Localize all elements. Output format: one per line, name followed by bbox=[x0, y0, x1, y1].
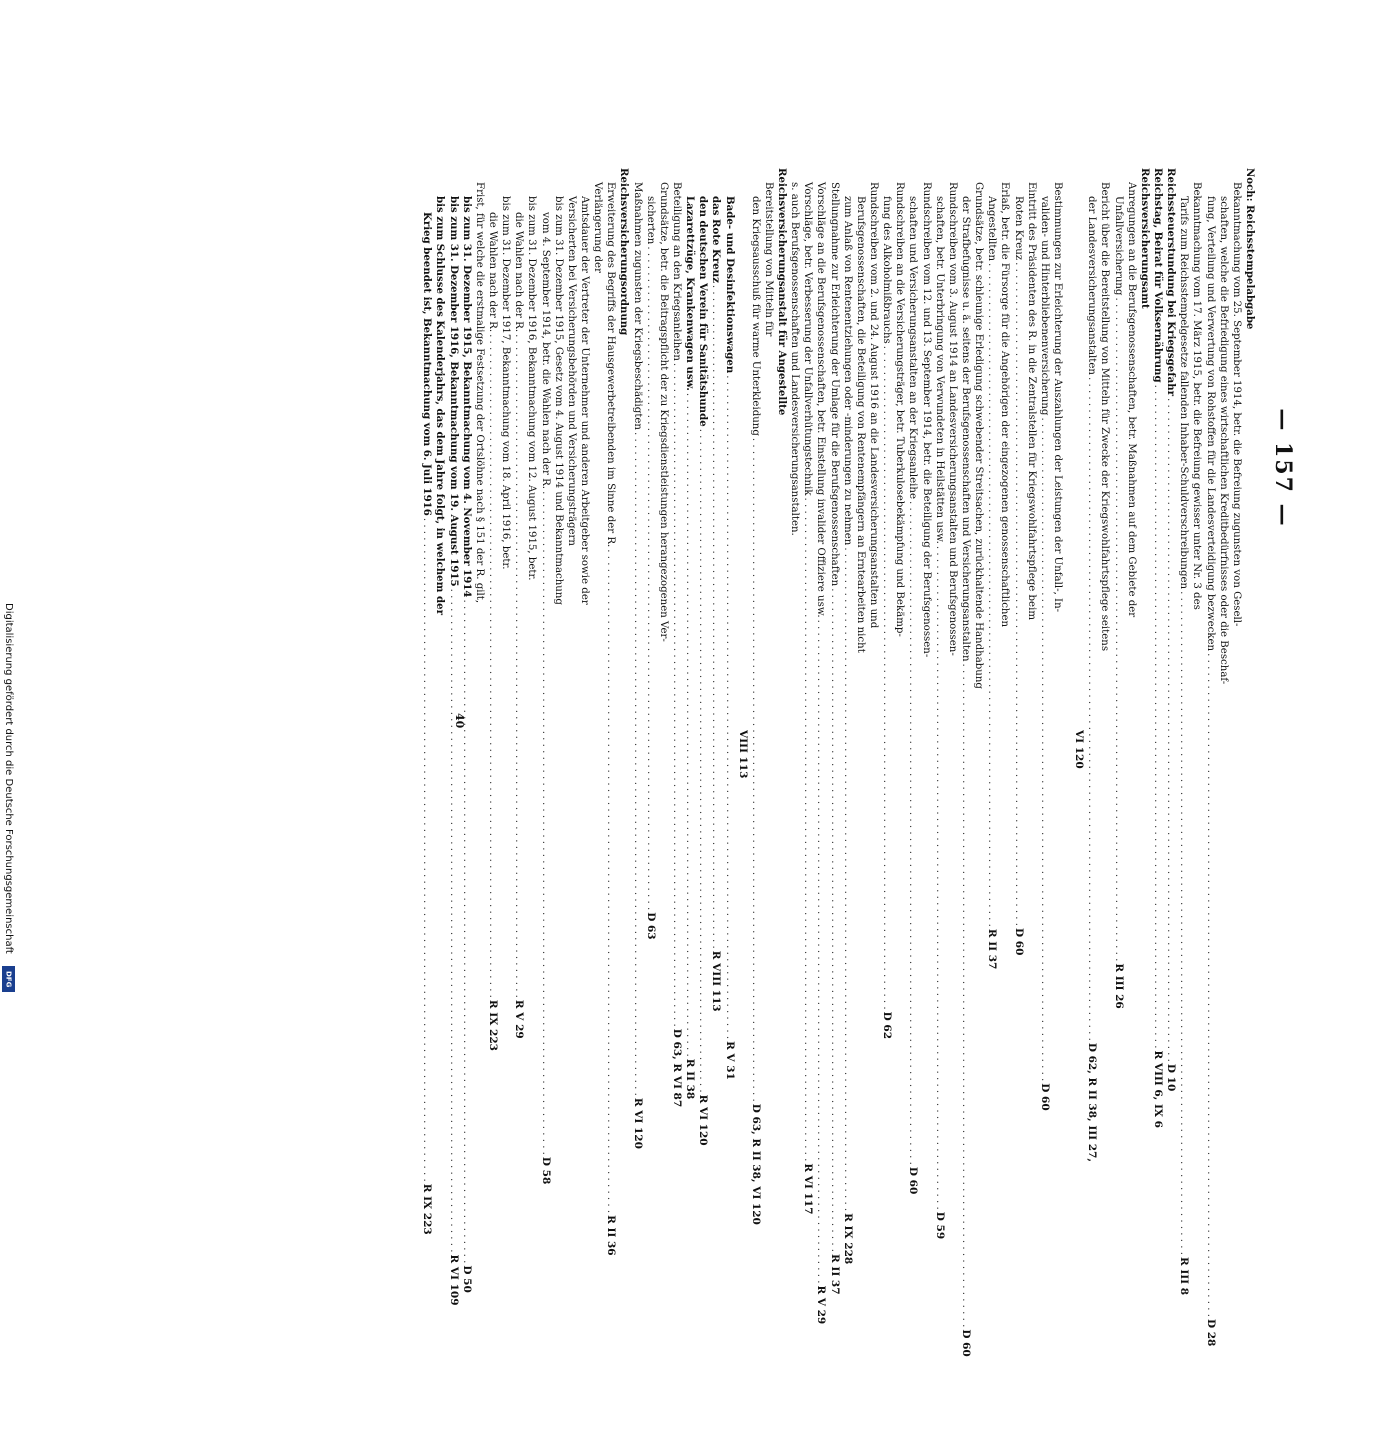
entry-reference: D 63, R II 38, VI 120 bbox=[749, 1103, 762, 1225]
entry-text: Erlaß, betr. die Fürsorge für die Angehörigen der eingezogenen genossenschaftlichen bbox=[999, 182, 1011, 628]
entry-text: Reichssteuerstundung bei Kriegsgefahr bbox=[1165, 168, 1178, 397]
entry-reference: R II 38 bbox=[684, 1058, 697, 1100]
dot-leader bbox=[906, 501, 919, 1165]
entry-text: Reichsversicherungsamt bbox=[1138, 168, 1151, 309]
dot-leader bbox=[1085, 377, 1098, 1041]
index-entry bbox=[998, 168, 1011, 848]
entry-text: Anregungen an die Berufsgenossenschaften, betr. Maßnahmen auf dem Gebiete der bbox=[1125, 182, 1137, 618]
index-entry bbox=[460, 168, 473, 1293]
index-entry bbox=[683, 168, 697, 1100]
entry-text: bis zum 31. Dezember 1917, Bekanntmachung vom 18. April 1916, betr. bbox=[500, 196, 512, 570]
entry-text: Reichsversicherungsordnung bbox=[618, 168, 631, 336]
index-entry bbox=[736, 168, 749, 848]
dot-leader bbox=[880, 346, 893, 1010]
index-entry bbox=[433, 168, 446, 848]
index-entries bbox=[420, 168, 1256, 1357]
dot-leader bbox=[814, 620, 827, 1284]
entry-text: Reichsversicherungsanstalt für Angestellte bbox=[776, 168, 789, 416]
dot-leader bbox=[460, 600, 473, 1264]
entry-text: Rundschreiben an die Versicherungsträger, betr. Tuberkulosebekämpfung und Bekämp- bbox=[894, 182, 906, 637]
entry-text: Stellungnahme zur Erleichterung der Umlage für die Berufsgenossenschaften bbox=[828, 182, 840, 587]
dot-leader bbox=[696, 429, 709, 1093]
entry-text: bis zum 31. Dezember 1916, Bekanntmachung vom 12. August 1915, betr. bbox=[526, 196, 538, 581]
index-entry bbox=[814, 168, 828, 1325]
entry-text: den Kriegsausschuß für warme Unterkleidung bbox=[749, 196, 761, 436]
dot-leader bbox=[1038, 417, 1051, 1081]
entry-text: zum Anlaß von Rentenentziehungen oder -minderungen zu nehmen bbox=[841, 196, 853, 546]
dot-leader bbox=[1203, 653, 1216, 1317]
dot-leader bbox=[1177, 591, 1190, 1255]
entry-reference: D 60 bbox=[1012, 928, 1025, 956]
entry-reference: VI 120 bbox=[1073, 730, 1086, 769]
entry-reference: R IX 223 bbox=[421, 1183, 434, 1235]
index-entry bbox=[762, 168, 775, 848]
index-entry bbox=[499, 168, 512, 848]
index-entry bbox=[696, 168, 710, 1146]
entry-text: Bekanntmachung vom 17. März 1915, betr. die Befreiung gewisser unter Nr. 3 des bbox=[1191, 182, 1203, 610]
entry-text: Bereitstellung von Mitteln für bbox=[762, 182, 774, 337]
dot-leader bbox=[604, 549, 617, 1213]
digitization-credit: Digitalisierung gefördert durch die Deutsche Forschungsgemeinschaft bbox=[3, 603, 14, 954]
page-number: — 157 — bbox=[1270, 408, 1296, 528]
index-entry bbox=[525, 168, 538, 848]
entry-reference: R VIII 113 bbox=[710, 950, 723, 1012]
entry-text: fung des Alkoholmißbrauchs bbox=[881, 196, 893, 344]
entry-text: Rundschreiben vom 3. August 1914 an Landesversicherungsanstalten und Berufsgenossen- bbox=[946, 182, 958, 656]
entry-reference: R II 37 bbox=[828, 1254, 841, 1295]
entry-text: Frist, für welche die erstmalige Festsetzung der Ortslöhne nach § 151 der R. gilt, bbox=[473, 182, 485, 604]
index-entry bbox=[552, 168, 565, 848]
entry-text: validen- und Hinterbliebenenversicherung bbox=[1038, 196, 1050, 416]
index-entry bbox=[670, 168, 683, 1108]
index-entry bbox=[985, 168, 999, 970]
entry-reference: R V 29 bbox=[815, 1285, 828, 1325]
entry-reference: D 62, R II 38, III 27, bbox=[1086, 1042, 1099, 1162]
dot-leader bbox=[1164, 398, 1177, 1062]
entry-text: Erweiterung des Begriffs der Hausgewerbetreibenden im Sinne der R. bbox=[605, 182, 617, 548]
entry-text: Angestellten bbox=[986, 196, 998, 262]
dot-leader bbox=[512, 334, 525, 998]
entry-reference: R VIII 6, IX 6 bbox=[1152, 1050, 1165, 1128]
dot-leader bbox=[841, 547, 854, 1211]
entry-text: Tarifs zum Reichsstempelgesetze fallenden Inhaber-Schuldverschreibungen bbox=[1178, 196, 1190, 590]
dot-leader bbox=[827, 588, 840, 1252]
entry-text: der Strafbefugnisse u. ä. seitens der Berufsgenossenschaften und Versicherungsanstalten bbox=[960, 196, 972, 662]
index-entry bbox=[486, 168, 499, 1051]
index-entry bbox=[933, 168, 946, 1240]
index-entry bbox=[1038, 168, 1051, 1111]
entry-text: Verlängerung der bbox=[592, 182, 604, 273]
dot-leader bbox=[670, 363, 683, 1027]
index-entry bbox=[972, 168, 985, 848]
index-entry bbox=[828, 168, 841, 1295]
index-entry bbox=[801, 168, 815, 1215]
entry-reference: R VI 120 bbox=[697, 1094, 710, 1146]
entry-text: schaften, betr. Unterbringung von Verwundeten in Heilstätten usw. bbox=[933, 196, 945, 544]
entry-reference: VIII 113 bbox=[736, 730, 749, 779]
entry-text: Grundsätze, betr. schleunige Erledigung schwebender Streitsachen, zurückhaltende Handhabung bbox=[973, 182, 985, 689]
dot-leader bbox=[985, 263, 998, 927]
index-entry bbox=[959, 168, 973, 1357]
entry-reference: R IX 223 bbox=[486, 999, 499, 1051]
index-entry bbox=[880, 168, 894, 1040]
dot-leader bbox=[709, 285, 722, 949]
entry-text: bis zum Schlusse des Kalenderjahrs, das dem Jahre folgt, in welchem der bbox=[434, 196, 447, 615]
index-entry bbox=[1111, 168, 1125, 1009]
index-entry bbox=[604, 168, 618, 1256]
index-entry bbox=[841, 168, 854, 1265]
entry-reference: R II 36 bbox=[605, 1215, 618, 1256]
entry-reference: R IX 228 bbox=[841, 1213, 854, 1265]
entry-text: die Wahlen nach der R. bbox=[513, 212, 525, 333]
index-entry bbox=[630, 168, 644, 1149]
index-entry bbox=[1190, 168, 1203, 848]
dot-leader bbox=[644, 246, 657, 910]
entry-text: Krieg beendet ist, Bekanntmachung vom 6. Juli 1916 bbox=[421, 212, 434, 516]
index-entry bbox=[1025, 168, 1038, 848]
entry-text: Eintritt des Präsidenten des R. in die Zentralstellen für Kriegswohlfahrtspflege beim bbox=[1025, 182, 1037, 620]
index-entry bbox=[1217, 168, 1230, 848]
index-entry bbox=[1051, 168, 1064, 848]
dot-leader bbox=[538, 491, 551, 1155]
entry-text: Roten Kreuz bbox=[1012, 196, 1024, 261]
index-entry bbox=[749, 168, 762, 1225]
entry-reference: R VI 120 bbox=[631, 1097, 644, 1149]
index-entry bbox=[657, 168, 670, 848]
index-entry bbox=[775, 168, 788, 848]
entry-text: Maßnahmen zugunsten der Kriegsbeschädigten bbox=[631, 182, 643, 430]
entry-text: Rundschreiben vom 2. und 24. August 1916 an die Landesversicherungsanstalten und bbox=[868, 182, 880, 629]
entry-text: bis zum 31. Dezember 1915, Gesetz vom 4. August 1914 und Bekanntmachung bbox=[552, 196, 564, 605]
entry-text: sicherten bbox=[644, 196, 656, 245]
index-entry bbox=[788, 168, 801, 848]
index-entry bbox=[1203, 168, 1217, 1347]
index-entry bbox=[1230, 168, 1243, 848]
entry-reference: R II 37 bbox=[986, 928, 999, 970]
dot-leader bbox=[446, 589, 459, 1253]
entry-reference: R VI 117 bbox=[802, 1163, 815, 1215]
entry-reference: D 63 bbox=[644, 912, 657, 940]
entry-text: Amtsdauer der Vertreter der Unternehmer und anderen Arbeitgeber sowie der bbox=[578, 196, 590, 605]
entry-text: Noch: Reichsstempelabgabe bbox=[1244, 168, 1256, 330]
index-entry bbox=[946, 168, 959, 848]
entry-text: Bekanntmachung vom 25. September 1914, betr. die Befreiung zugunsten von Gesell- bbox=[1230, 182, 1242, 627]
entry-text: bis zum 31. Dezember 1916, Bekanntmachung vom 19. August 1915 bbox=[447, 196, 460, 587]
index-entry bbox=[617, 168, 630, 848]
entry-text: Beteiligung an den Kriegsanleihen bbox=[670, 182, 682, 361]
entry-text: vom 4. September 1914, betr. die Wahlen nach der R. bbox=[539, 212, 551, 490]
entry-text: Lazarettzüge, Krankenwagen usw. bbox=[684, 196, 697, 391]
entry-reference: R V 31 bbox=[723, 1041, 736, 1080]
dot-leader bbox=[486, 334, 499, 998]
entry-text: s. auch Berufsgenossenschaften und Landesversicherungsanstalten. bbox=[789, 182, 801, 536]
index-entry bbox=[591, 168, 604, 848]
index-entry bbox=[906, 168, 920, 1195]
entry-text: fung, Verteilung und Verwertung von Rohstoffen für die Landesverteidigung bezwecken bbox=[1204, 196, 1216, 652]
entry-reference: D 59 bbox=[933, 1211, 946, 1240]
index-entry bbox=[1164, 168, 1178, 1092]
dot-leader bbox=[959, 664, 972, 1328]
index-entry bbox=[919, 168, 932, 848]
dot-leader bbox=[801, 498, 814, 1162]
entry-text: Rundschreiben vom 12. und 13. September 1914, betr. die Beteiligung der Berufsgenossen- bbox=[920, 182, 932, 658]
entry-reference: D 60 bbox=[907, 1166, 920, 1195]
dot-leader bbox=[630, 432, 643, 1096]
entry-text: Versicherten bei Versicherungsbehörden und Versicherungsträgern bbox=[565, 196, 577, 546]
entry-text: Bestimmungen zur Erleichterung der Auszahlungen der Leistungen der Unfall-, In- bbox=[1052, 182, 1064, 613]
index-entry bbox=[722, 168, 736, 1080]
entry-text: Vorschläge an die Berufsgenossenschaften, betr. Einstellung invalider Offiziere usw. bbox=[815, 182, 827, 618]
dfg-logo-icon: DFG bbox=[2, 966, 15, 992]
entry-text: Berufsgenossenschaften, die Beteiligung von Rentenempfängern an Erntearbeiten nicht bbox=[854, 196, 866, 653]
entry-text: den deutschen Verein für Sanitätshunde bbox=[697, 196, 710, 427]
index-entry bbox=[893, 168, 906, 848]
entry-reference: D 10 bbox=[1165, 1063, 1178, 1092]
index-entry bbox=[854, 168, 867, 848]
dot-leader bbox=[722, 375, 735, 1039]
index-entry bbox=[709, 168, 723, 1012]
index-entry bbox=[578, 168, 591, 848]
entry-reference: R VI 109 bbox=[447, 1254, 460, 1306]
dot-leader bbox=[1111, 297, 1124, 961]
document-page bbox=[156, 168, 1296, 1357]
entry-reference: D 62 bbox=[881, 1011, 894, 1040]
entry-reference: R III 26 bbox=[1112, 963, 1125, 1009]
index-entry bbox=[867, 168, 880, 848]
index-entry bbox=[1138, 168, 1151, 848]
entry-reference: D 60 bbox=[960, 1329, 973, 1357]
entry-reference: D 63, R VI 87 bbox=[670, 1028, 683, 1108]
index-entry bbox=[1098, 168, 1111, 848]
entry-text: der Landesversicherungsanstalten bbox=[1086, 196, 1098, 375]
entry-reference: D 58 bbox=[539, 1156, 552, 1185]
index-entry bbox=[1243, 168, 1256, 848]
entry-reference: R III 8 bbox=[1178, 1256, 1191, 1296]
sheet-signature: 40 bbox=[453, 713, 466, 729]
entry-text: die Wahlen nach der R. bbox=[486, 212, 498, 333]
dot-leader bbox=[1151, 385, 1164, 1049]
entry-reference: D 60 bbox=[1038, 1083, 1051, 1111]
entry-reference: D 28 bbox=[1204, 1318, 1217, 1347]
entry-text: Reichstag, Beirat für Volksernährung bbox=[1152, 168, 1165, 383]
entry-text: schaften und Versicherungsanstalten an der Kriegsanleihe bbox=[907, 196, 919, 500]
dot-leader bbox=[933, 546, 946, 1210]
index-entry bbox=[1151, 168, 1165, 1128]
index-entry bbox=[538, 168, 552, 1185]
index-entry bbox=[565, 168, 578, 848]
index-entry bbox=[1011, 168, 1025, 956]
entry-text: bis zum 31. Dezember 1915, Bekanntmachung vom 4. November 1914 bbox=[460, 196, 473, 598]
entry-text: Vorschläge, betr. Verbesserung der Unfallverhütungstechnik bbox=[802, 182, 814, 496]
entry-text: Bade- und Desinfektionswagen bbox=[723, 196, 736, 374]
dot-leader bbox=[1011, 262, 1024, 926]
entry-reference: D 50 bbox=[460, 1265, 473, 1293]
entry-text: Grundsätze, betr. die Beitragspflicht der zu Kriegsdienstleistungen herangezogenen Ver- bbox=[657, 182, 669, 642]
entry-reference: R V 29 bbox=[513, 999, 526, 1039]
entry-text: schaften, welche die Befriedigung eines wirtschaftlichen Kreditbedürfnisses oder die Beschaf- bbox=[1217, 196, 1229, 685]
entry-text: das Rote Kreuz bbox=[710, 196, 723, 283]
index-entry bbox=[473, 168, 486, 848]
index-entry bbox=[644, 168, 657, 940]
dot-leader bbox=[420, 518, 433, 1182]
index-entry bbox=[1072, 168, 1085, 848]
index-entry bbox=[1177, 168, 1191, 1296]
dot-leader bbox=[683, 393, 696, 1057]
dot-leader bbox=[749, 438, 762, 1102]
index-entry bbox=[1085, 168, 1099, 1162]
entry-text: Bericht über die Bereitstellung von Mitteln für Zwecke der Kriegswohlfahrtspflege seitens bbox=[1099, 182, 1111, 652]
entry-text: Unfallversicherung bbox=[1112, 196, 1124, 296]
index-entry bbox=[1125, 168, 1138, 848]
index-entry bbox=[512, 168, 526, 1039]
index-entry bbox=[420, 168, 434, 1235]
